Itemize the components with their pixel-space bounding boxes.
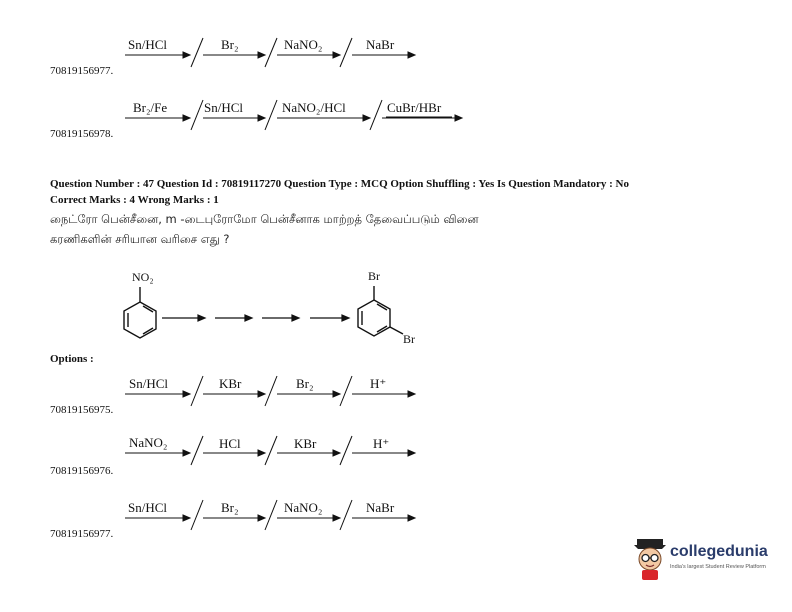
- question-header: Question Number : 47 Question Id : 70819117270 Question Type : MCQ Option Shuffling : Yes Is Question Mandatory : No: [50, 178, 629, 190]
- reagent-label: NaNO₂/HCl: [282, 100, 346, 115]
- reagent-label: Sn/HCl: [129, 376, 169, 391]
- reagent-label: H⁺: [373, 436, 390, 451]
- nitro-group-label: NO₂: [132, 270, 154, 284]
- reagent-label: NaBr: [366, 500, 395, 515]
- reagent-label: HCl: [219, 436, 241, 451]
- option-id: 70819156976.: [50, 465, 114, 477]
- reagent-label: Br₂: [296, 376, 314, 391]
- reagent-label: NaNO₂: [129, 435, 168, 450]
- bromo-group-label: Br: [403, 332, 415, 346]
- reagent-label: NaNO₂: [284, 37, 323, 52]
- reagent-label: H⁺: [370, 376, 387, 391]
- option-id: 70819156978.: [50, 128, 114, 140]
- m-dibromobenzene-structure: [358, 286, 403, 336]
- reagent-label: Br₂: [221, 37, 239, 52]
- option-id: 70819156975.: [50, 404, 114, 416]
- bromo-group-label: Br: [368, 269, 380, 283]
- reagent-label: Sn/HCl: [128, 500, 168, 515]
- reagent-label: Br₂/Fe: [133, 100, 168, 115]
- collegedunia-logo: [632, 537, 772, 587]
- reagent-label: NaNO₂: [284, 500, 323, 515]
- reagent-label: Sn/HCl: [204, 100, 244, 115]
- mascot-icon: [632, 537, 668, 583]
- question-text: நைட்ரோ பென்சீனை, m -டைபுரோமோ பென்சீனாக மாற்றத் தேவைப்படும் வினை: [50, 212, 479, 226]
- reagent-label: Sn/HCl: [128, 37, 168, 52]
- logo-name: collegedunia: [670, 543, 768, 560]
- reagent-label: KBr: [219, 376, 242, 391]
- nitrobenzene-structure: [124, 287, 156, 338]
- question-text: கரணிகளின் சரியான வரிசை எது ?: [50, 232, 230, 246]
- reagent-label: Br₂: [221, 500, 239, 515]
- marks-line: Correct Marks : 4 Wrong Marks : 1: [50, 194, 219, 206]
- scheme-arrows: [162, 315, 349, 321]
- options-label: Options :: [50, 353, 94, 365]
- option-id: 70819156977.: [50, 528, 114, 540]
- option-id: 70819156977.: [50, 65, 114, 77]
- reagent-label: KBr: [294, 436, 317, 451]
- reagent-label: CuBr/HBr: [387, 100, 442, 115]
- logo-tagline: India's largest Student Review Platform: [670, 564, 766, 570]
- reagent-label: NaBr: [366, 37, 395, 52]
